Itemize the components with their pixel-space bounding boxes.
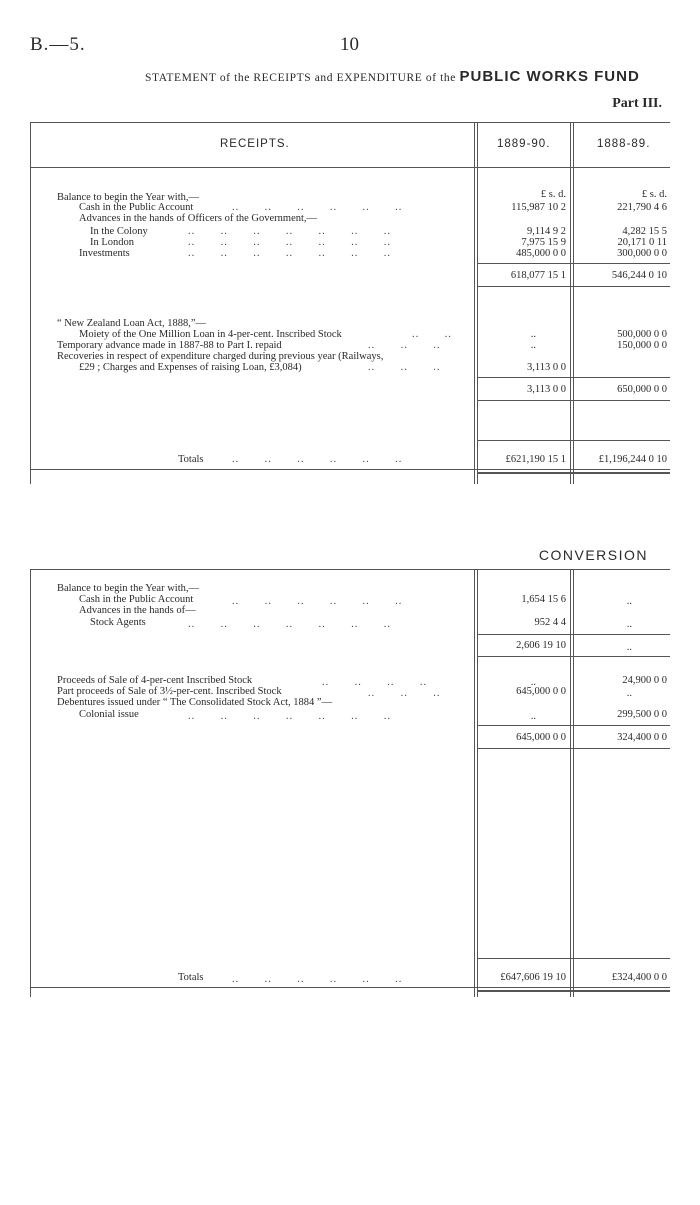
leader-dots: .. .. .. [368, 340, 441, 351]
table2-bottom-rule [30, 987, 670, 988]
total-year1: £621,190 15 1 [505, 454, 566, 465]
row-label: Advances in the hands of— [79, 605, 196, 616]
statement-title [145, 68, 640, 85]
totals-rule [477, 958, 670, 959]
subtotal-rule [477, 634, 670, 635]
leader-dots: .. .. [412, 329, 452, 340]
value-year2: 24,900 0 0 [622, 675, 667, 686]
subtotal-year1: 618,077 15 1 [510, 270, 566, 281]
value-year2: 4,282 15 5 [622, 226, 667, 237]
subtotal-rule [477, 377, 670, 378]
value-year1: 1,654 15 6 [521, 594, 566, 605]
table1-header-rule [30, 167, 670, 168]
leader-dots: .. .. .. .. .. .. .. [188, 248, 391, 259]
subtotal-rule [477, 725, 670, 726]
currency-unit-year2: £ s. d. [641, 189, 667, 200]
total-year2: £324,400 0 0 [611, 972, 667, 983]
row-label: Recoveries in respect of expenditure charged during previous year (Railways, [57, 351, 384, 362]
subtotal-year1: 3,113 0 0 [527, 384, 566, 395]
currency-unit-year1: £ s. d. [540, 189, 566, 200]
totals-label: Totals [178, 972, 204, 983]
subtotal-rule [477, 748, 670, 749]
leader-dots: .. .. .. .. .. .. .. [188, 237, 391, 248]
value-year2: 221,790 4 6 [617, 202, 667, 213]
subtotal-year1: 2,606 19 10 [516, 640, 566, 651]
value-year1: .. [530, 340, 536, 351]
page-reference: B.—5. [30, 34, 86, 55]
table2-col-divider-1 [474, 569, 475, 997]
col-header-year2: 1888-89. [597, 138, 651, 150]
value-year1: .. [530, 329, 536, 340]
value-year2: 299,500 0 0 [617, 709, 667, 720]
table1-col-divider-1b [477, 122, 478, 484]
totals-label: Totals [178, 454, 204, 465]
part-label: Part III. [612, 96, 662, 111]
totals-rule [477, 440, 670, 441]
leader-dots: .. .. .. .. .. .. .. [188, 619, 391, 630]
total-year1: £647,606 19 10 [500, 972, 566, 983]
row-label: In the Colony [90, 226, 148, 237]
table1-col-divider-2b [573, 122, 574, 484]
subtotal-year2: 546,244 0 10 [611, 270, 667, 281]
subtotal-year2: .. [626, 642, 632, 653]
row-label: Balance to begin the Year with,— [57, 583, 200, 594]
leader-dots: .. .. .. .. .. .. [232, 974, 403, 985]
row-label: In London [90, 237, 135, 248]
value-year2: 20,171 0 11 [617, 237, 667, 248]
row-label: Part proceeds of Sale of 3½-per-cent. Inscribed Stock [57, 686, 282, 697]
subtotal-year2: 650,000 0 0 [617, 384, 667, 395]
value-year2: 300,000 0 0 [617, 248, 667, 259]
value-year1: 952 4 4 [534, 617, 566, 628]
row-label: Debentures issued under “ The Consolidated Stock Act, 1884 ”— [57, 697, 333, 708]
double-underline [477, 472, 670, 474]
value-year1: .. [530, 677, 536, 688]
table2-left-border [30, 569, 31, 997]
col-header-year1: 1889-90. [497, 138, 551, 150]
double-underline [477, 990, 670, 992]
value-year2: 500,000 0 0 [617, 329, 667, 340]
value-year1: 9,114 9 2 [527, 226, 566, 237]
leader-dots: .. .. .. [368, 688, 441, 699]
leader-dots: .. .. .. .. .. .. [232, 454, 403, 465]
subtotal-rule [477, 656, 670, 657]
value-year2: 150,000 0 0 [617, 340, 667, 351]
leader-dots: .. .. .. .. .. .. .. [188, 711, 391, 722]
leader-dots: .. .. .. [368, 362, 441, 373]
table1-col-divider-2 [570, 122, 571, 484]
total-year2: £1,196,244 0 10 [598, 454, 667, 465]
title-prefix: STATEMENT of the RECEIPTS and EXPENDITURE of the [145, 72, 456, 84]
table1-left-border [30, 122, 31, 484]
subtotal-rule [477, 400, 670, 401]
subtotal-year2: 324,400 0 0 [617, 732, 667, 743]
leader-dots: .. .. .. .. [322, 677, 428, 688]
table1-bottom-rule [30, 469, 670, 470]
table2-top-rule [30, 569, 670, 570]
row-label: Colonial issue [79, 709, 139, 720]
subtotal-rule [477, 286, 670, 287]
leader-dots: .. .. .. .. .. .. .. [188, 226, 391, 237]
row-label: Proceeds of Sale of 4-per-cent Inscribed Stock [57, 675, 253, 686]
value-year1: 485,000 0 0 [516, 248, 566, 259]
col-header-receipts: RECEIPTS. [220, 138, 290, 150]
value-year1: .. [530, 711, 536, 722]
row-label: Stock Agents [90, 617, 146, 628]
subtotal-rule [477, 263, 670, 264]
value-year2: .. [626, 596, 632, 607]
row-label: Moiety of the One Million Loan in 4-per-cent. Inscribed Stock [79, 329, 342, 340]
leader-dots: .. .. .. .. .. .. [232, 202, 403, 213]
row-label: Investments [79, 248, 130, 259]
row-label: Cash in the Public Account [79, 202, 194, 213]
value-year2: .. [626, 619, 632, 630]
value-year1: 115,987 10 2 [511, 202, 566, 213]
section-title-conversion: CONVERSION [538, 547, 648, 563]
row-label: Cash in the Public Account [79, 594, 194, 605]
row-label: Temporary advance made in 1887-88 to Part I. repaid [57, 340, 282, 351]
row-label: Advances in the hands of Officers of the Government,— [79, 213, 318, 224]
value-year1: 7,975 15 9 [521, 237, 566, 248]
row-label: £29 ; Charges and Expenses of raising Loan, £3,084) [79, 362, 302, 373]
table1-col-divider-1 [474, 122, 475, 484]
value-year2: .. [626, 688, 632, 699]
table1-top-rule [30, 122, 670, 123]
row-label: “ New Zealand Loan Act, 1888,”— [57, 318, 206, 329]
page-number: 10 [340, 34, 359, 55]
subtotal-year1: 645,000 0 0 [516, 732, 566, 743]
value-year1: 3,113 0 0 [527, 362, 566, 373]
row-label: Balance to begin the Year with,— [57, 192, 200, 203]
title-bold: PUBLIC WORKS FUND [459, 68, 640, 85]
leader-dots: .. .. .. .. .. .. [232, 596, 403, 607]
value-year1: 645,000 0 0 [516, 686, 566, 697]
